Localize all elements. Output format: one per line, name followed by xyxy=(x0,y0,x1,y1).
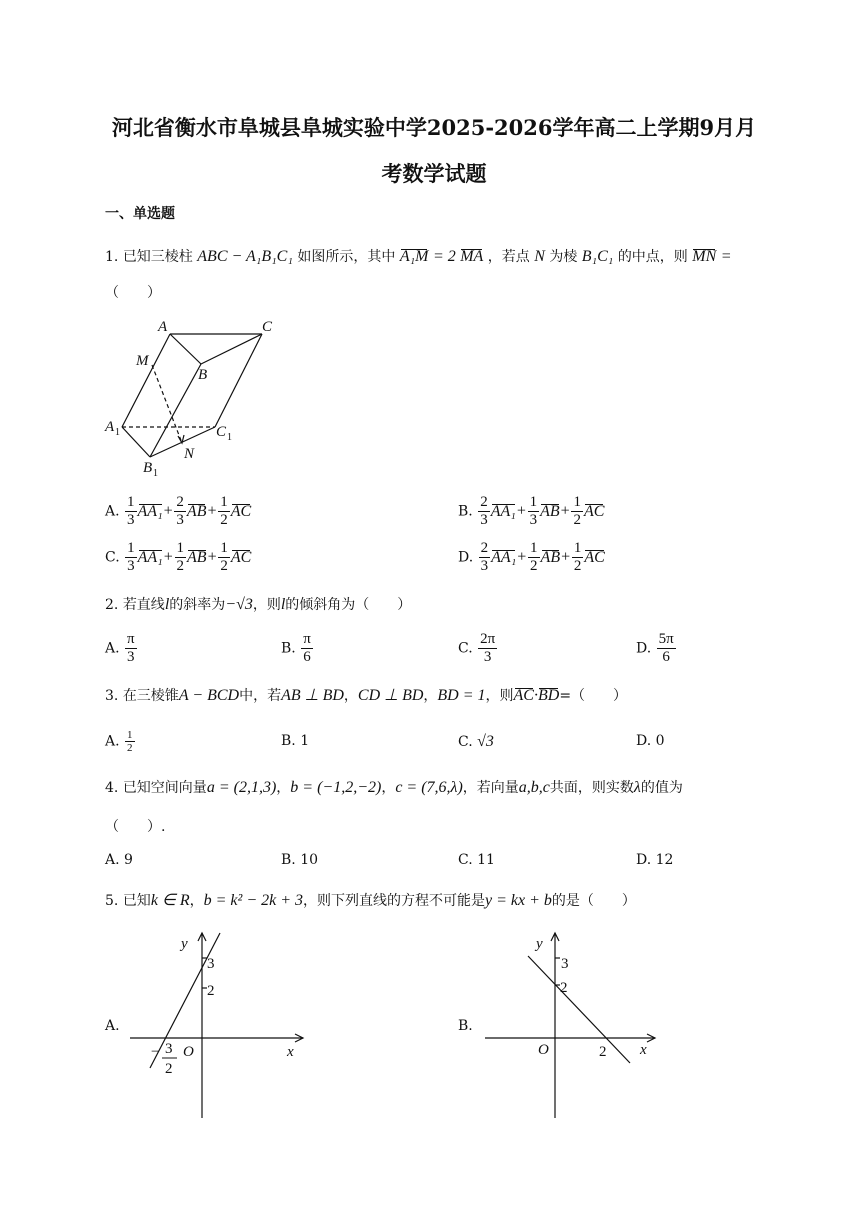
page-title: 河北省衡水市阜城县阜城实验中学2025-2026学年高二上学期9月月 xyxy=(111,115,757,140)
origin-label: O xyxy=(183,1044,194,1060)
vertex-label-b1: B xyxy=(143,460,153,476)
question-2-stem: 2. 若直线l的斜率为−√3，则l的倾斜角为（ ） xyxy=(105,596,412,613)
question-number: 5. xyxy=(105,893,119,909)
q5-option-a-label[interactable]: A. xyxy=(105,1018,120,1034)
prism-figure xyxy=(100,315,290,480)
vertex-label-a: A xyxy=(158,319,168,335)
question-number: 2. xyxy=(105,597,119,613)
prism-name: ABC − A₁B₁C₁ xyxy=(197,248,293,265)
svg-text:1: 1 xyxy=(153,468,158,479)
q2-option-a[interactable]: A. $\frac{\pi}{3}$ xyxy=(105,631,135,665)
q5-graph-a xyxy=(125,928,310,1123)
q3-option-b[interactable]: B. 1 xyxy=(281,733,310,749)
question-4-paren: （ ）. xyxy=(105,819,166,835)
tick-label-2: 2 xyxy=(207,983,215,999)
tick-label-2: 2 xyxy=(560,980,568,996)
vertex-label-n: N xyxy=(184,446,195,462)
question-4-stem: 4. 已知空间向量a = (2,1,3)，b = (−1,2,−2)，c = (7,6,λ)，若向量a,b,c共面，则实数λ的值为 xyxy=(105,779,683,796)
q2-option-d[interactable]: D. $\frac{5\pi}{6}$ xyxy=(636,631,674,665)
page-title-line2: 考数学试题 xyxy=(381,161,487,186)
question-1-stem: 1. 已知三棱柱 ABC − A₁B₁C₁ 如图所示，其中 A₁M = 2 MA ，若点 N 为棱 B₁C₁ 的中点，则 MN = xyxy=(105,248,732,265)
q3-option-a[interactable]: A. $\frac{1}{2}$ xyxy=(105,729,133,754)
question-1-paren: （ ） xyxy=(105,285,161,301)
q1-option-d[interactable]: D. $\frac{2}{3}$ AA₁+ $\frac{1}{2}$ AB+ $\frac{1}{2}$ AC xyxy=(458,540,605,574)
q2-option-b[interactable]: B. $\frac{\pi}{6}$ xyxy=(281,631,311,665)
vertex-label-b: B xyxy=(198,367,208,383)
q3-option-d[interactable]: D. 0 xyxy=(636,733,665,749)
q4-option-c[interactable]: C. 11 xyxy=(458,852,495,868)
question-number: 1. xyxy=(105,249,119,265)
section-heading-single-choice: 一、单选题 xyxy=(105,206,175,222)
q4-option-b[interactable]: B. 10 xyxy=(281,852,319,868)
q5-graph-b xyxy=(480,928,665,1123)
vertex-label-c1: C xyxy=(216,424,227,440)
vertex-label-c: C xyxy=(262,319,273,335)
question-number: 4. xyxy=(105,780,119,796)
q4-option-a[interactable]: A. 9 xyxy=(105,852,133,868)
intercept-denominator: 2 xyxy=(165,1061,173,1077)
tick-label-3: 3 xyxy=(561,956,569,972)
q3-option-c[interactable]: C. √3 xyxy=(458,733,494,750)
question-5-stem: 5. 已知k ∈ R，b = k² − 2k + 3，则下列直线的方程不可能是y = kx + b的是（ ） xyxy=(105,892,636,909)
tick-label-3: 3 xyxy=(207,956,215,972)
x-intercept-label: 2 xyxy=(599,1044,607,1060)
vector-a1m: A₁M xyxy=(399,248,429,265)
q1-option-c[interactable]: C. $\frac{1}{3}$ AA₁+ $\frac{1}{2}$ AB+ $\frac{1}{2}$ AC xyxy=(105,540,252,574)
q1-option-b[interactable]: B. $\frac{2}{3}$ AA₁+ $\frac{1}{3}$ AB+ $\frac{1}{2}$ AC xyxy=(458,494,605,528)
intercept-numerator: 3 xyxy=(165,1041,173,1057)
axis-label-y: y xyxy=(181,936,188,952)
origin-label: O xyxy=(538,1042,549,1058)
q5-option-b-label[interactable]: B. xyxy=(458,1018,473,1034)
vertex-label-m: M xyxy=(136,353,149,369)
question-number: 3. xyxy=(105,688,119,704)
q4-option-d[interactable]: D. 12 xyxy=(636,852,674,868)
svg-text:−: − xyxy=(151,1044,160,1060)
q2-option-c[interactable]: C. $\frac{2\pi}{3}$ xyxy=(458,631,496,665)
q1-option-a[interactable]: A. $\frac{1}{3}$ AA₁+ $\frac{2}{3}$ AB+ $\frac{1}{2}$ AC xyxy=(105,494,252,528)
vertex-label-a1: A xyxy=(105,419,115,435)
vector-ma: MA xyxy=(460,248,484,265)
axis-label-x: x xyxy=(640,1042,647,1058)
svg-text:1: 1 xyxy=(115,427,120,438)
question-3-stem: 3. 在三棱锥A − BCD中，若AB ⊥ BD，CD ⊥ BD，BD = 1，则AC·BD=（ ） xyxy=(105,687,628,704)
axis-label-y: y xyxy=(536,936,543,952)
vector-mn: MN xyxy=(692,248,717,265)
svg-text:1: 1 xyxy=(227,432,232,443)
axis-label-x: x xyxy=(287,1044,294,1060)
